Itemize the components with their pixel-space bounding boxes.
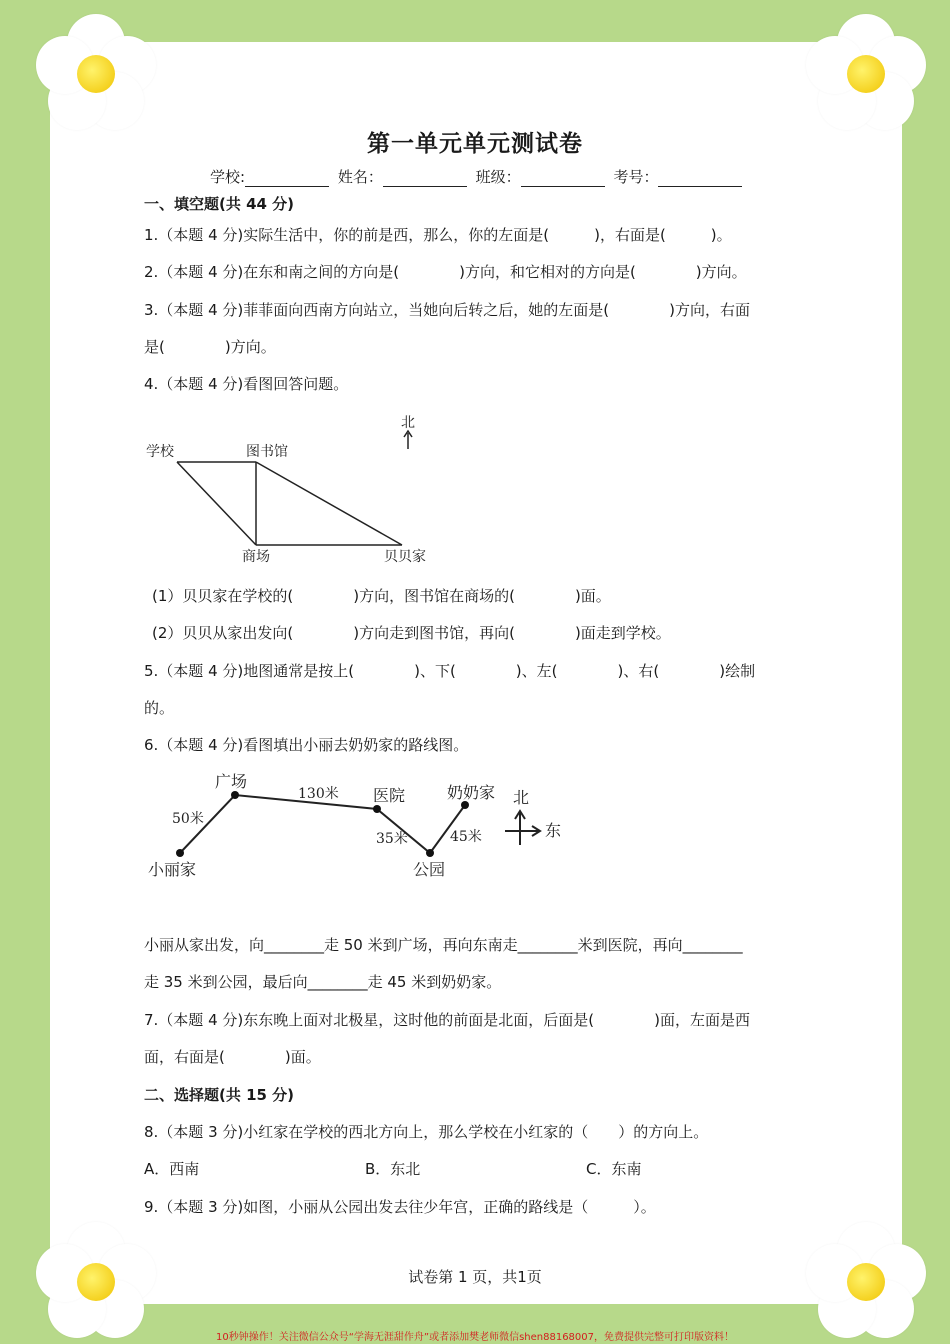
label-distance-45: 45米	[450, 829, 482, 845]
label-home: 小丽家	[148, 860, 197, 879]
student-info-row	[210, 166, 746, 187]
question-8: 8.（本题 3 分)小红家在学校的西北方向上，那么学校在小红家的（ ）的方向上。	[144, 1123, 709, 1141]
name-field[interactable]	[383, 171, 467, 187]
class-label: 班级：	[475, 168, 521, 186]
question-2: 2.（本题 4 分)在东和南之间的方向是( )方向，和它相对的方向是( )方向。	[144, 263, 747, 281]
exam-no-label: 考号：	[613, 168, 659, 186]
edge-library-home	[256, 462, 402, 545]
question-4-sub2: (2）贝贝从家出发向( )方向走到图书馆，再向( )面走到学校。	[152, 624, 671, 642]
question-8-option-c[interactable]: C．东南	[586, 1160, 642, 1178]
question-1: 1.（本题 4 分)实际生活中，你的前是西，那么，你的左面是( )，右面是( )。	[144, 226, 732, 244]
label-distance-50: 50米	[172, 811, 204, 827]
question-9: 9.（本题 3 分)如图，小丽从公园出发去往少年宫，正确的路线是（ ）。	[144, 1198, 656, 1216]
point-hospital	[373, 805, 381, 813]
question-7-line2: 面，右面是( )面。	[144, 1048, 321, 1066]
label-north: 北	[401, 415, 415, 431]
section1-heading: 一、填空题(共 44 分)	[144, 195, 295, 213]
label-distance-35: 35米	[376, 831, 408, 847]
question-6-fill-line1: 小丽从家出发，向________走 50 米到广场，再向东南走________米到医院，再向________	[144, 936, 743, 954]
point-home	[176, 849, 184, 857]
direction-diagram-1	[140, 405, 450, 575]
label-grandma: 奶奶家	[447, 783, 496, 802]
label-east: 东	[545, 821, 562, 840]
question-6: 6.（本题 4 分)看图填出小丽去奶奶家的路线图。	[144, 736, 469, 754]
question-8-option-a[interactable]: A．西南	[144, 1160, 200, 1178]
label-library: 图书馆	[246, 444, 288, 460]
route-path	[180, 795, 465, 853]
page-title: 第一单元单元测试卷	[367, 131, 583, 157]
question-5-line1: 5.（本题 4 分)地图通常是按上( )、下( )、左( )、右( )绘制	[144, 662, 756, 680]
label-mall: 商场	[242, 549, 270, 565]
label-park: 公园	[413, 860, 446, 879]
point-grandma	[461, 801, 469, 809]
question-3-line2: 是( )方向。	[144, 338, 276, 356]
point-square	[231, 791, 239, 799]
question-8-option-b[interactable]: B．东北	[365, 1160, 421, 1178]
page-footer: 试卷第 1 页，共1页	[408, 1268, 542, 1286]
question-7-line1: 7.（本题 4 分)东东晚上面对北极星，这时他的前面是北面，后面是( )面，左面是西	[144, 1011, 750, 1029]
label-hospital: 医院	[373, 786, 406, 805]
point-park	[426, 849, 434, 857]
route-diagram	[140, 765, 580, 890]
exam-no-field[interactable]	[658, 171, 742, 187]
label-school: 学校	[146, 444, 174, 460]
promo-banner: 10秒钟操作！关注微信公众号“学海无涯甜作舟”或者添加樊老师微信shen88168007，免费提供完整可打印版资料！	[215, 1332, 735, 1343]
question-4-sub1: (1）贝贝家在学校的( )方向，图书馆在商场的( )面。	[152, 587, 611, 605]
edge-school-mall	[177, 462, 256, 545]
question-3-line1: 3.（本题 4 分)菲菲面向西南方向站立，当她向后转之后，她的左面是( )方向，右面	[144, 301, 750, 319]
label-distance-130: 130米	[298, 786, 339, 802]
class-field[interactable]	[521, 171, 605, 187]
name-label: 姓名：	[337, 168, 383, 186]
section2-heading: 二、选择题(共 15 分)	[144, 1086, 295, 1104]
school-field[interactable]	[245, 171, 329, 187]
label-north: 北	[513, 788, 530, 807]
flower-top-right	[806, 14, 926, 134]
question-5-line2: 的。	[144, 699, 175, 717]
question-6-fill-line2: 走 35 米到公园，最后向________走 45 米到奶奶家。	[144, 973, 502, 991]
question-4: 4.（本题 4 分)看图回答问题。	[144, 375, 349, 393]
flower-top-left	[36, 14, 156, 134]
label-square: 广场	[215, 772, 248, 791]
label-beibei-home: 贝贝家	[384, 549, 426, 565]
school-label: 学校:	[210, 168, 246, 186]
